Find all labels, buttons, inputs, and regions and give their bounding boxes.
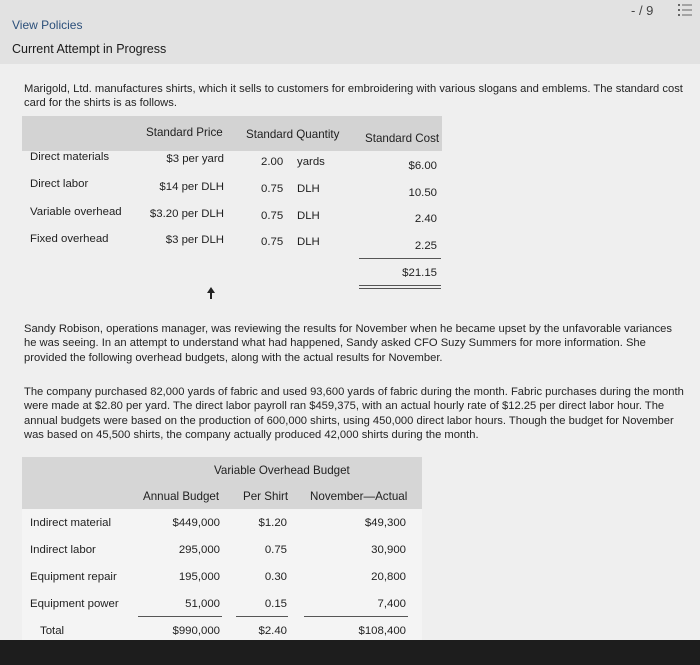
row-per-shirt: 0.15 <box>264 598 287 610</box>
row-per-shirt: 0.75 <box>264 544 287 556</box>
row-unit: yards <box>297 156 325 168</box>
row-qty: 0.75 <box>261 183 284 195</box>
row-unit: DLH <box>297 236 320 248</box>
header-standard-price: Standard Price <box>146 126 223 139</box>
row-cost: 10.50 <box>408 187 437 199</box>
row-label: Equipment repair <box>30 571 117 583</box>
row-label: Direct materials <box>30 151 110 163</box>
row-per-shirt: $1.20 <box>258 517 287 529</box>
actual-total-rule <box>304 616 408 617</box>
row-annual: 51,000 <box>185 598 220 610</box>
total-rule-1 <box>359 285 441 286</box>
list-menu-icon[interactable] <box>678 3 692 17</box>
row-qty: 0.75 <box>261 210 284 222</box>
row-label: Variable overhead <box>30 206 122 218</box>
row-price: $14 per DLH <box>159 181 224 193</box>
row-label: Indirect material <box>30 517 112 529</box>
page-indicator: - / 9 <box>631 3 654 18</box>
row-actual: 20,800 <box>371 571 406 583</box>
total-rule-2 <box>359 288 441 289</box>
header-per-shirt: Per Shirt <box>243 490 289 503</box>
row-unit: DLH <box>297 183 320 195</box>
row-cost: 2.40 <box>414 213 437 225</box>
row-actual: 7,400 <box>377 598 406 610</box>
mouse-pointer-icon <box>206 287 216 299</box>
question-content <box>0 64 700 665</box>
row-label: Indirect labor <box>30 544 96 556</box>
per-shirt-total-rule <box>236 616 288 617</box>
total-per-shirt: $2.40 <box>258 625 287 637</box>
overhead-budget-title: Variable Overhead Budget <box>214 464 350 477</box>
total-actual: $108,400 <box>358 625 406 637</box>
row-price: $3 per yard <box>166 153 224 165</box>
row-price: $3.20 per DLH <box>149 208 224 220</box>
row-label: Direct labor <box>30 178 89 190</box>
row-annual: $449,000 <box>172 517 220 529</box>
row-actual: $49,300 <box>364 517 406 529</box>
subtotal-rule <box>359 258 441 259</box>
current-attempt-label: Current Attempt in Progress <box>12 42 167 56</box>
view-policies-link[interactable]: View Policies <box>12 18 83 32</box>
data-paragraph: The company purchased 82,000 yards of fabric and used 93,600 yards of fabric during the month. Fabric purchases during the month were made at $2.80 per yard. The direct labor payroll ran $459,375, with an actual hourly rate of $12.25 per direct labor hour. The annual budgets were based on the production of 600,000 shirts, using 450,000 direct labor hours. Though the budget for November was based on 45,500 shirts, the company actually produced 42,000 shirts during the month. <box>24 386 684 441</box>
top-bar <box>0 0 700 64</box>
bottom-dark-strip <box>0 640 700 665</box>
row-cost: 2.25 <box>414 240 437 252</box>
row-annual: 295,000 <box>178 544 220 556</box>
annual-total-rule <box>138 616 222 617</box>
scenario-paragraph: Sandy Robison, operations manager, was reviewing the results for November when he became upset by the unfavorable variances he was seeing. In an attempt to understand what had happened, Sandy asked CFO Suzy Summers for more information. She provided the following overhead budgets, along with the actual results for November. <box>24 323 672 364</box>
header-standard-cost: Standard Cost <box>365 132 440 145</box>
row-price: $3 per DLH <box>165 234 224 246</box>
row-actual: 30,900 <box>371 544 406 556</box>
row-unit: DLH <box>297 210 320 222</box>
header-standard-quantity: Standard Quantity <box>246 128 340 141</box>
header-november-actual: November—Actual <box>310 490 408 503</box>
intro-paragraph: Marigold, Ltd. manufactures shirts, which it sells to customers for embroidering with various slogans and emblems. The standard cost card for the shirts is as follows. <box>24 83 683 110</box>
row-qty: 0.75 <box>261 236 284 248</box>
row-per-shirt: 0.30 <box>264 571 287 583</box>
row-annual: 195,000 <box>178 571 220 583</box>
row-cost: $6.00 <box>408 160 437 172</box>
total-label: Total <box>40 625 65 637</box>
row-label: Fixed overhead <box>30 233 109 245</box>
row-qty: 2.00 <box>261 156 284 168</box>
cost-card-total: $21.15 <box>402 267 437 279</box>
row-label: Equipment power <box>30 598 119 610</box>
header-annual-budget: Annual Budget <box>143 490 220 503</box>
total-annual: $990,000 <box>172 625 220 637</box>
